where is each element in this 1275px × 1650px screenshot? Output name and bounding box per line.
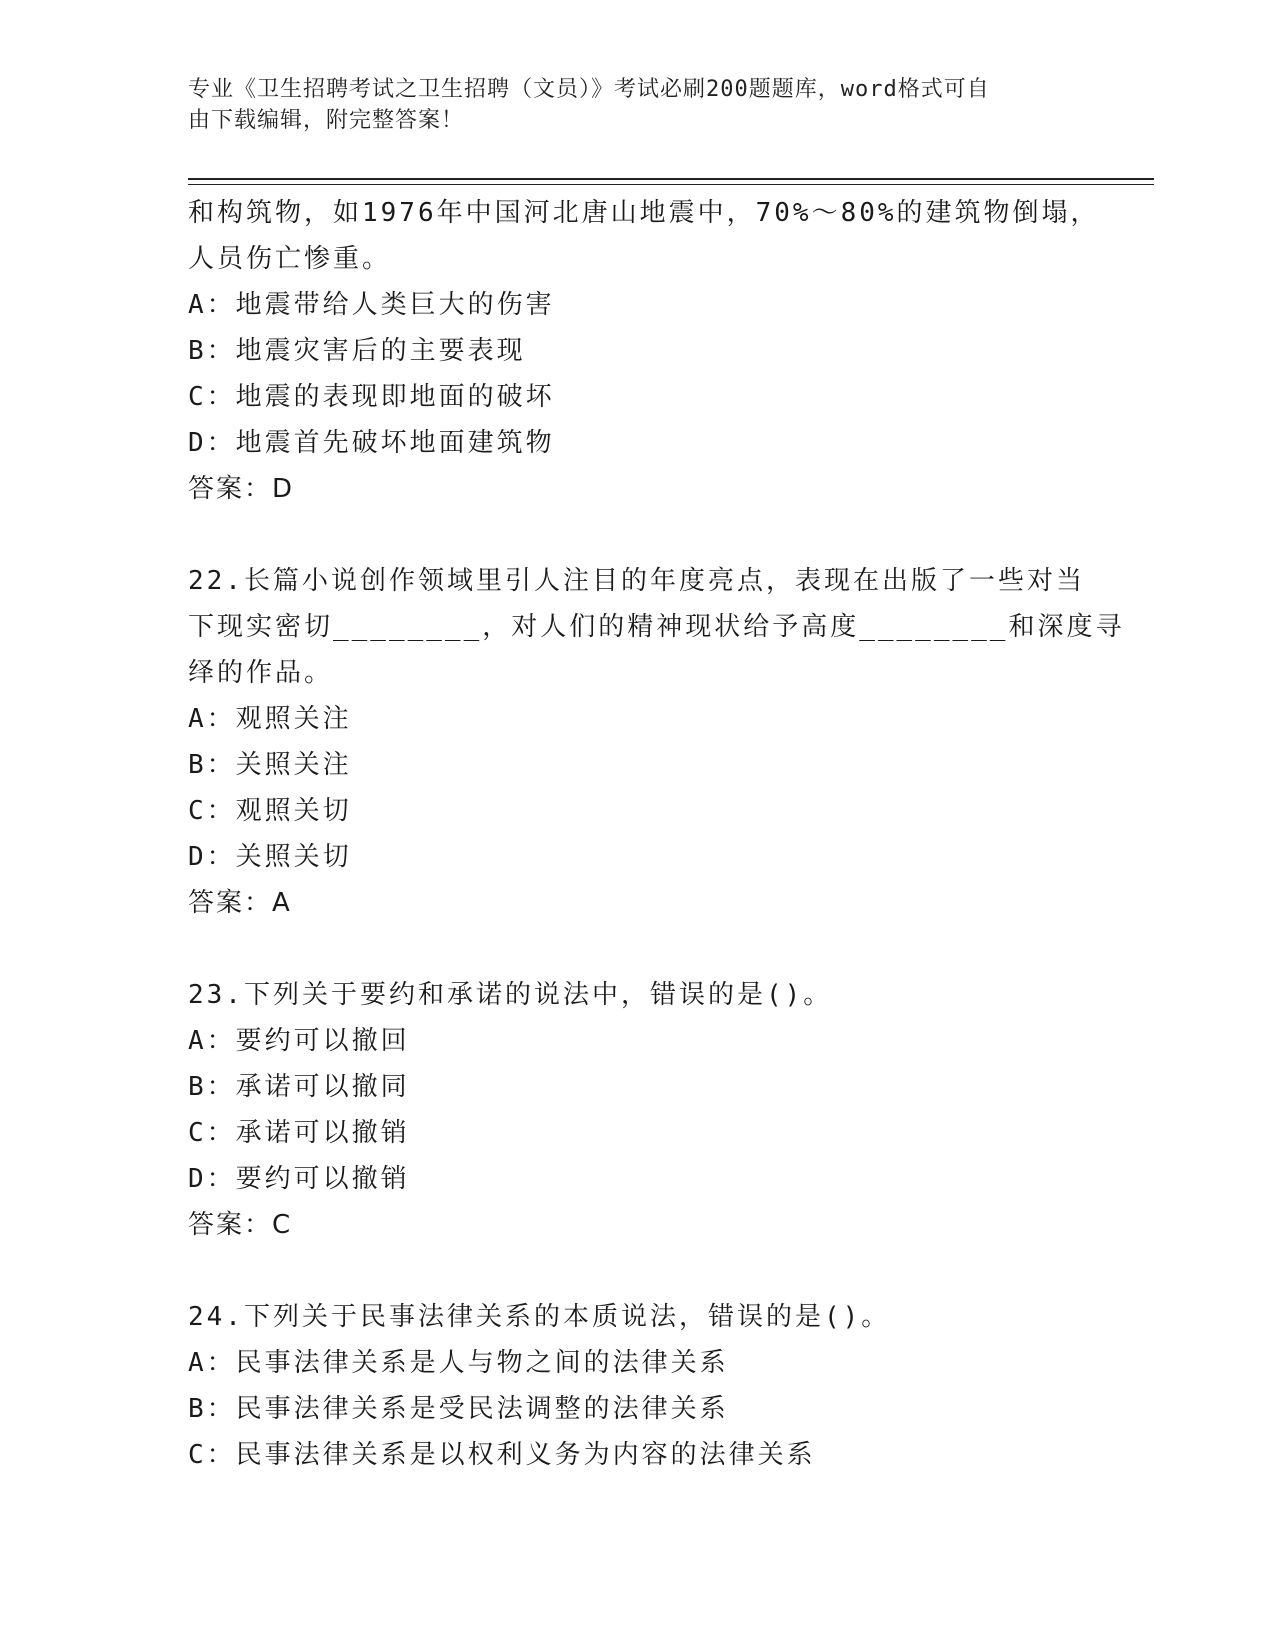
option-a: A：地震带给人类巨大的伤害: [188, 290, 555, 320]
option-b: B：承诺可以撤同: [188, 1072, 410, 1102]
question-text-line: 和构筑物，如1976年中国河北唐山地震中，70%～80%的建筑物倒塌，: [188, 198, 1100, 228]
option-d: D：关照关切: [188, 842, 352, 872]
document-header: [188, 74, 1068, 136]
answer-line: 答案：C: [188, 1210, 293, 1240]
question-text-line: 22.长篇小说创作领域里引人注目的年度亮点，表现在出版了一些对当: [188, 566, 1085, 596]
answer-line: 答案：A: [188, 888, 292, 918]
option-b: B：地震灾害后的主要表现: [188, 336, 526, 366]
header-divider-thin: [188, 184, 1154, 185]
spacer: [188, 926, 1088, 972]
question-text-line: 绎的作品。: [188, 658, 334, 688]
option-d: D：地震首先破坏地面建筑物: [188, 428, 555, 458]
question-text-line: 24.下列关于民事法律关系的本质说法，错误的是()。: [188, 1302, 891, 1332]
header-divider-thick: [188, 178, 1154, 180]
header-line-1: 专业《卫生招聘考试之卫生招聘（文员）》考试必刷200题题库，word格式可自: [188, 77, 990, 102]
question-23: [188, 972, 1088, 1248]
question-text-line: 下现实密切________，对人们的精神现状给予高度________和深度寻: [188, 612, 1125, 642]
option-c: C：承诺可以撤销: [188, 1118, 410, 1148]
spacer: [188, 512, 1088, 558]
option-a: A：民事法律关系是人与物之间的法律关系: [188, 1348, 729, 1378]
question-content: [188, 190, 1125, 1478]
option-d: D：要约可以撤销: [188, 1164, 410, 1194]
spacer: [188, 1248, 1088, 1294]
option-b: B：关照关注: [188, 750, 352, 780]
option-b: B：民事法律关系是受民法调整的法律关系: [188, 1394, 729, 1424]
question-22: [188, 558, 1125, 926]
header-line-2: 由下载编辑，附完整答案！: [188, 108, 465, 133]
option-c: C：民事法律关系是以权利义务为内容的法律关系: [188, 1440, 816, 1470]
question-fragment: [188, 190, 1100, 512]
option-a: A：要约可以撤回: [188, 1026, 410, 1056]
question-24: [188, 1294, 1088, 1478]
option-a: A：观照关注: [188, 704, 352, 734]
option-c: C：地震的表现即地面的破坏: [188, 382, 555, 412]
answer-line: 答案：D: [188, 474, 295, 504]
question-text-line: 23.下列关于要约和承诺的说法中，错误的是()。: [188, 980, 833, 1010]
option-c: C：观照关切: [188, 796, 352, 826]
question-text-line: 人员伤亡惨重。: [188, 244, 392, 274]
